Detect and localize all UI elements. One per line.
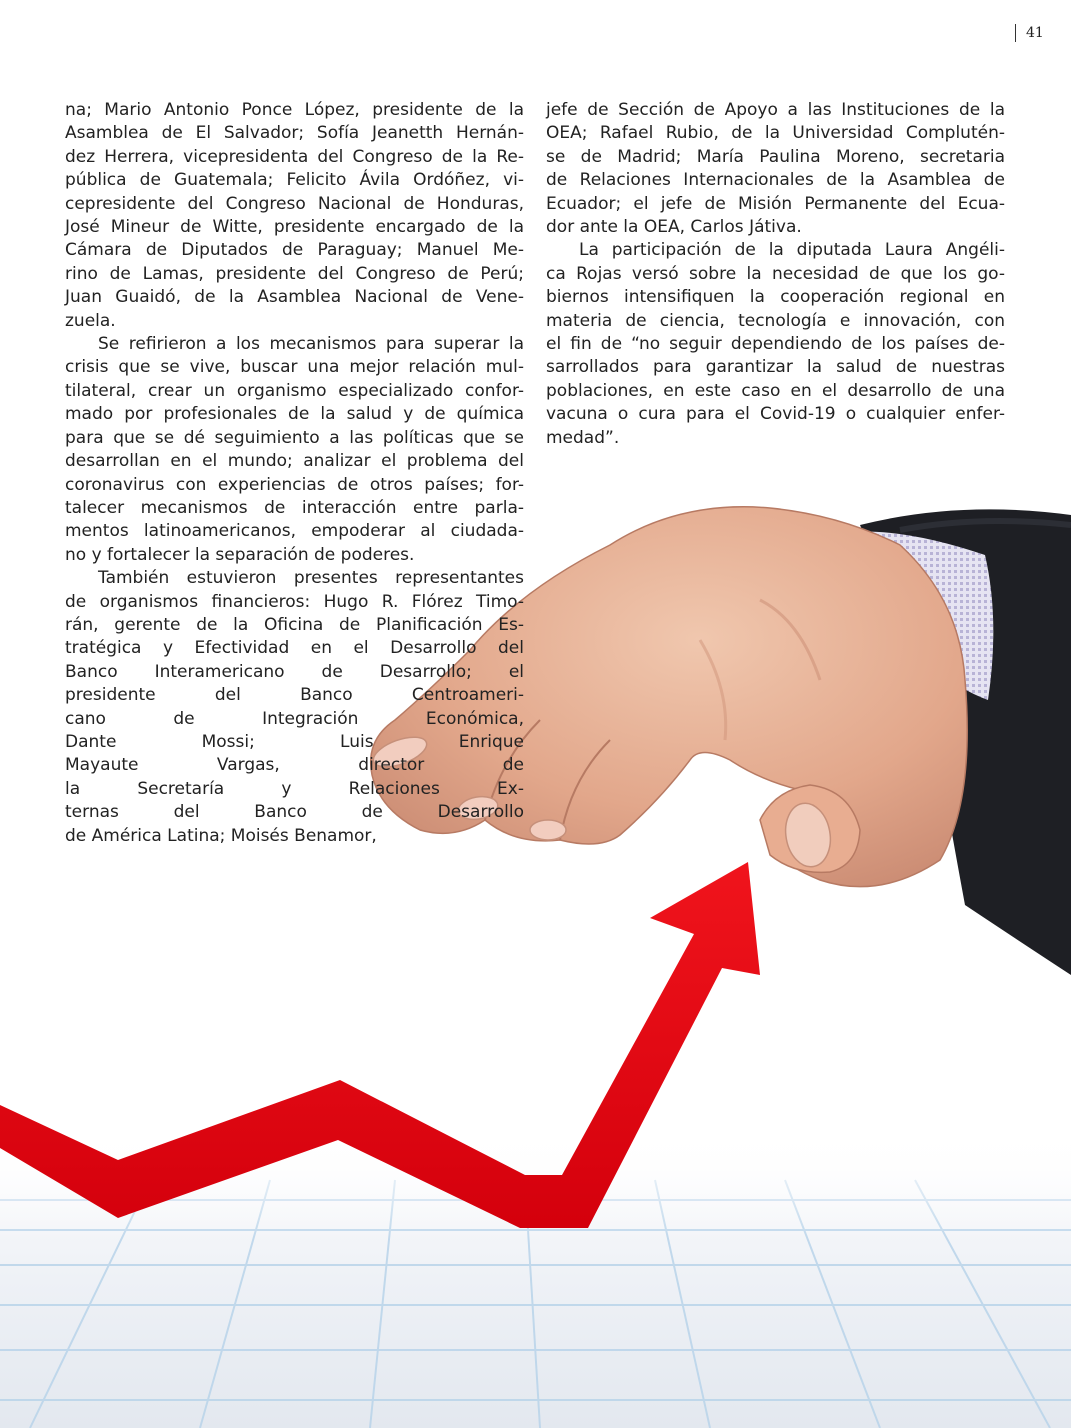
text-line: medad”. bbox=[546, 427, 620, 448]
text-line: ca Rojas versó sobre la necesidad de que los go- bbox=[546, 263, 1005, 284]
text-line: coronavirus con experiencias de otros países; for- bbox=[65, 474, 524, 495]
text-line: jefe de Sección de Apoyo a las Instituciones de la bbox=[546, 100, 1005, 120]
text-line: rino de Lamas, presidente del Congreso de Perú; bbox=[65, 263, 524, 284]
text-line: Juan Guaidó, de la Asamblea Nacional de Vene- bbox=[65, 287, 524, 308]
text-line: La participación de la diputada Laura Angéli- bbox=[579, 240, 1005, 261]
text-line: de Relaciones Internacionales de la Asamblea de bbox=[546, 170, 1005, 191]
left-text-column bbox=[65, 99, 524, 848]
text-line: de organismos financieros: Hugo R. Flórez Timo- bbox=[65, 591, 524, 612]
text-line: mentos latinoamericanos, empoderar al ciudada- bbox=[65, 521, 524, 542]
text-line: presidente del Banco Centroameri- bbox=[65, 685, 524, 706]
text-line: zuela. bbox=[65, 310, 116, 331]
text-line: poblaciones, en este caso en el desarrollo de una bbox=[546, 380, 1005, 401]
text-line: José Mineur de Witte, presidente encargado de la bbox=[65, 217, 524, 238]
text-line: Asamblea de El Salvador; Sofía Jeanetth Hernán- bbox=[65, 123, 524, 144]
text-line: rán, gerente de la Oficina de Planificación Es- bbox=[65, 614, 524, 635]
text-line: tilateral, crear un organismo especializado confor- bbox=[65, 380, 524, 401]
text-line: Se refirieron a los mecanismos para superar la bbox=[98, 334, 524, 355]
text-line: cano de Integración Económica, bbox=[65, 708, 524, 729]
text-line: También estuvieron presentes representantes bbox=[98, 568, 524, 589]
text-line: Dante Mossi; Luis Enrique bbox=[65, 731, 524, 752]
text-line: dor ante la OEA, Carlos Játiva. bbox=[546, 217, 802, 238]
text-line: biernos intensifiquen la cooperación regional en bbox=[546, 287, 1005, 308]
text-line: talecer mecanismos de interacción entre parla- bbox=[65, 497, 524, 518]
text-line: Mayaute Vargas, director de bbox=[65, 755, 524, 776]
text-line: OEA; Rafael Rubio, de la Universidad Complutén- bbox=[546, 123, 1005, 144]
right-text-column bbox=[546, 99, 1005, 450]
text-line: materia de ciencia, tecnología e innovación, con bbox=[546, 310, 1005, 331]
text-line: la Secretaría y Relaciones Ex- bbox=[65, 778, 524, 799]
text-line: cepresidente del Congreso Nacional de Honduras, bbox=[65, 193, 524, 214]
text-line: na; Mario Antonio Ponce López, presidente de la bbox=[65, 100, 524, 120]
text-line: mado por profesionales de la salud y de química bbox=[65, 404, 524, 425]
text-line: vacuna o cura para el Covid-19 o cualquier enfer- bbox=[546, 404, 1005, 425]
text-line: tratégica y Efectividad en el Desarrollo del bbox=[65, 638, 524, 659]
text-line: ternas del Banco de Desarrollo bbox=[65, 802, 524, 823]
text-line: Cámara de Diputados de Paraguay; Manuel Me- bbox=[65, 240, 524, 261]
text-line: para que se dé seguimiento a las políticas que se bbox=[65, 427, 524, 448]
text-line: pública de Guatemala; Felicito Ávila Ordóñez, vi- bbox=[65, 170, 524, 191]
text-line: crisis que se vive, buscar una mejor relación mul- bbox=[65, 357, 524, 378]
text-line: de América Latina; Moisés Benamor, bbox=[65, 825, 377, 846]
text-line: dez Herrera, vicepresidenta del Congreso de la Re- bbox=[65, 146, 524, 167]
text-line: sarrollados para garantizar la salud de nuestras bbox=[546, 357, 1005, 378]
text-line: Banco Interamericano de Desarrollo; el bbox=[65, 661, 524, 682]
text-line: Ecuador; el jefe de Misión Permanente del Ecua- bbox=[546, 193, 1005, 214]
text-line: se de Madrid; María Paulina Moreno, secretaria bbox=[546, 146, 1005, 167]
text-line: no y fortalecer la separación de poderes. bbox=[65, 544, 415, 565]
page-number: 41 bbox=[1015, 24, 1044, 42]
text-line: desarrollan en el mundo; analizar el problema del bbox=[65, 451, 524, 472]
text-line: el fin de “no seguir dependiendo de los países de- bbox=[546, 334, 1005, 355]
